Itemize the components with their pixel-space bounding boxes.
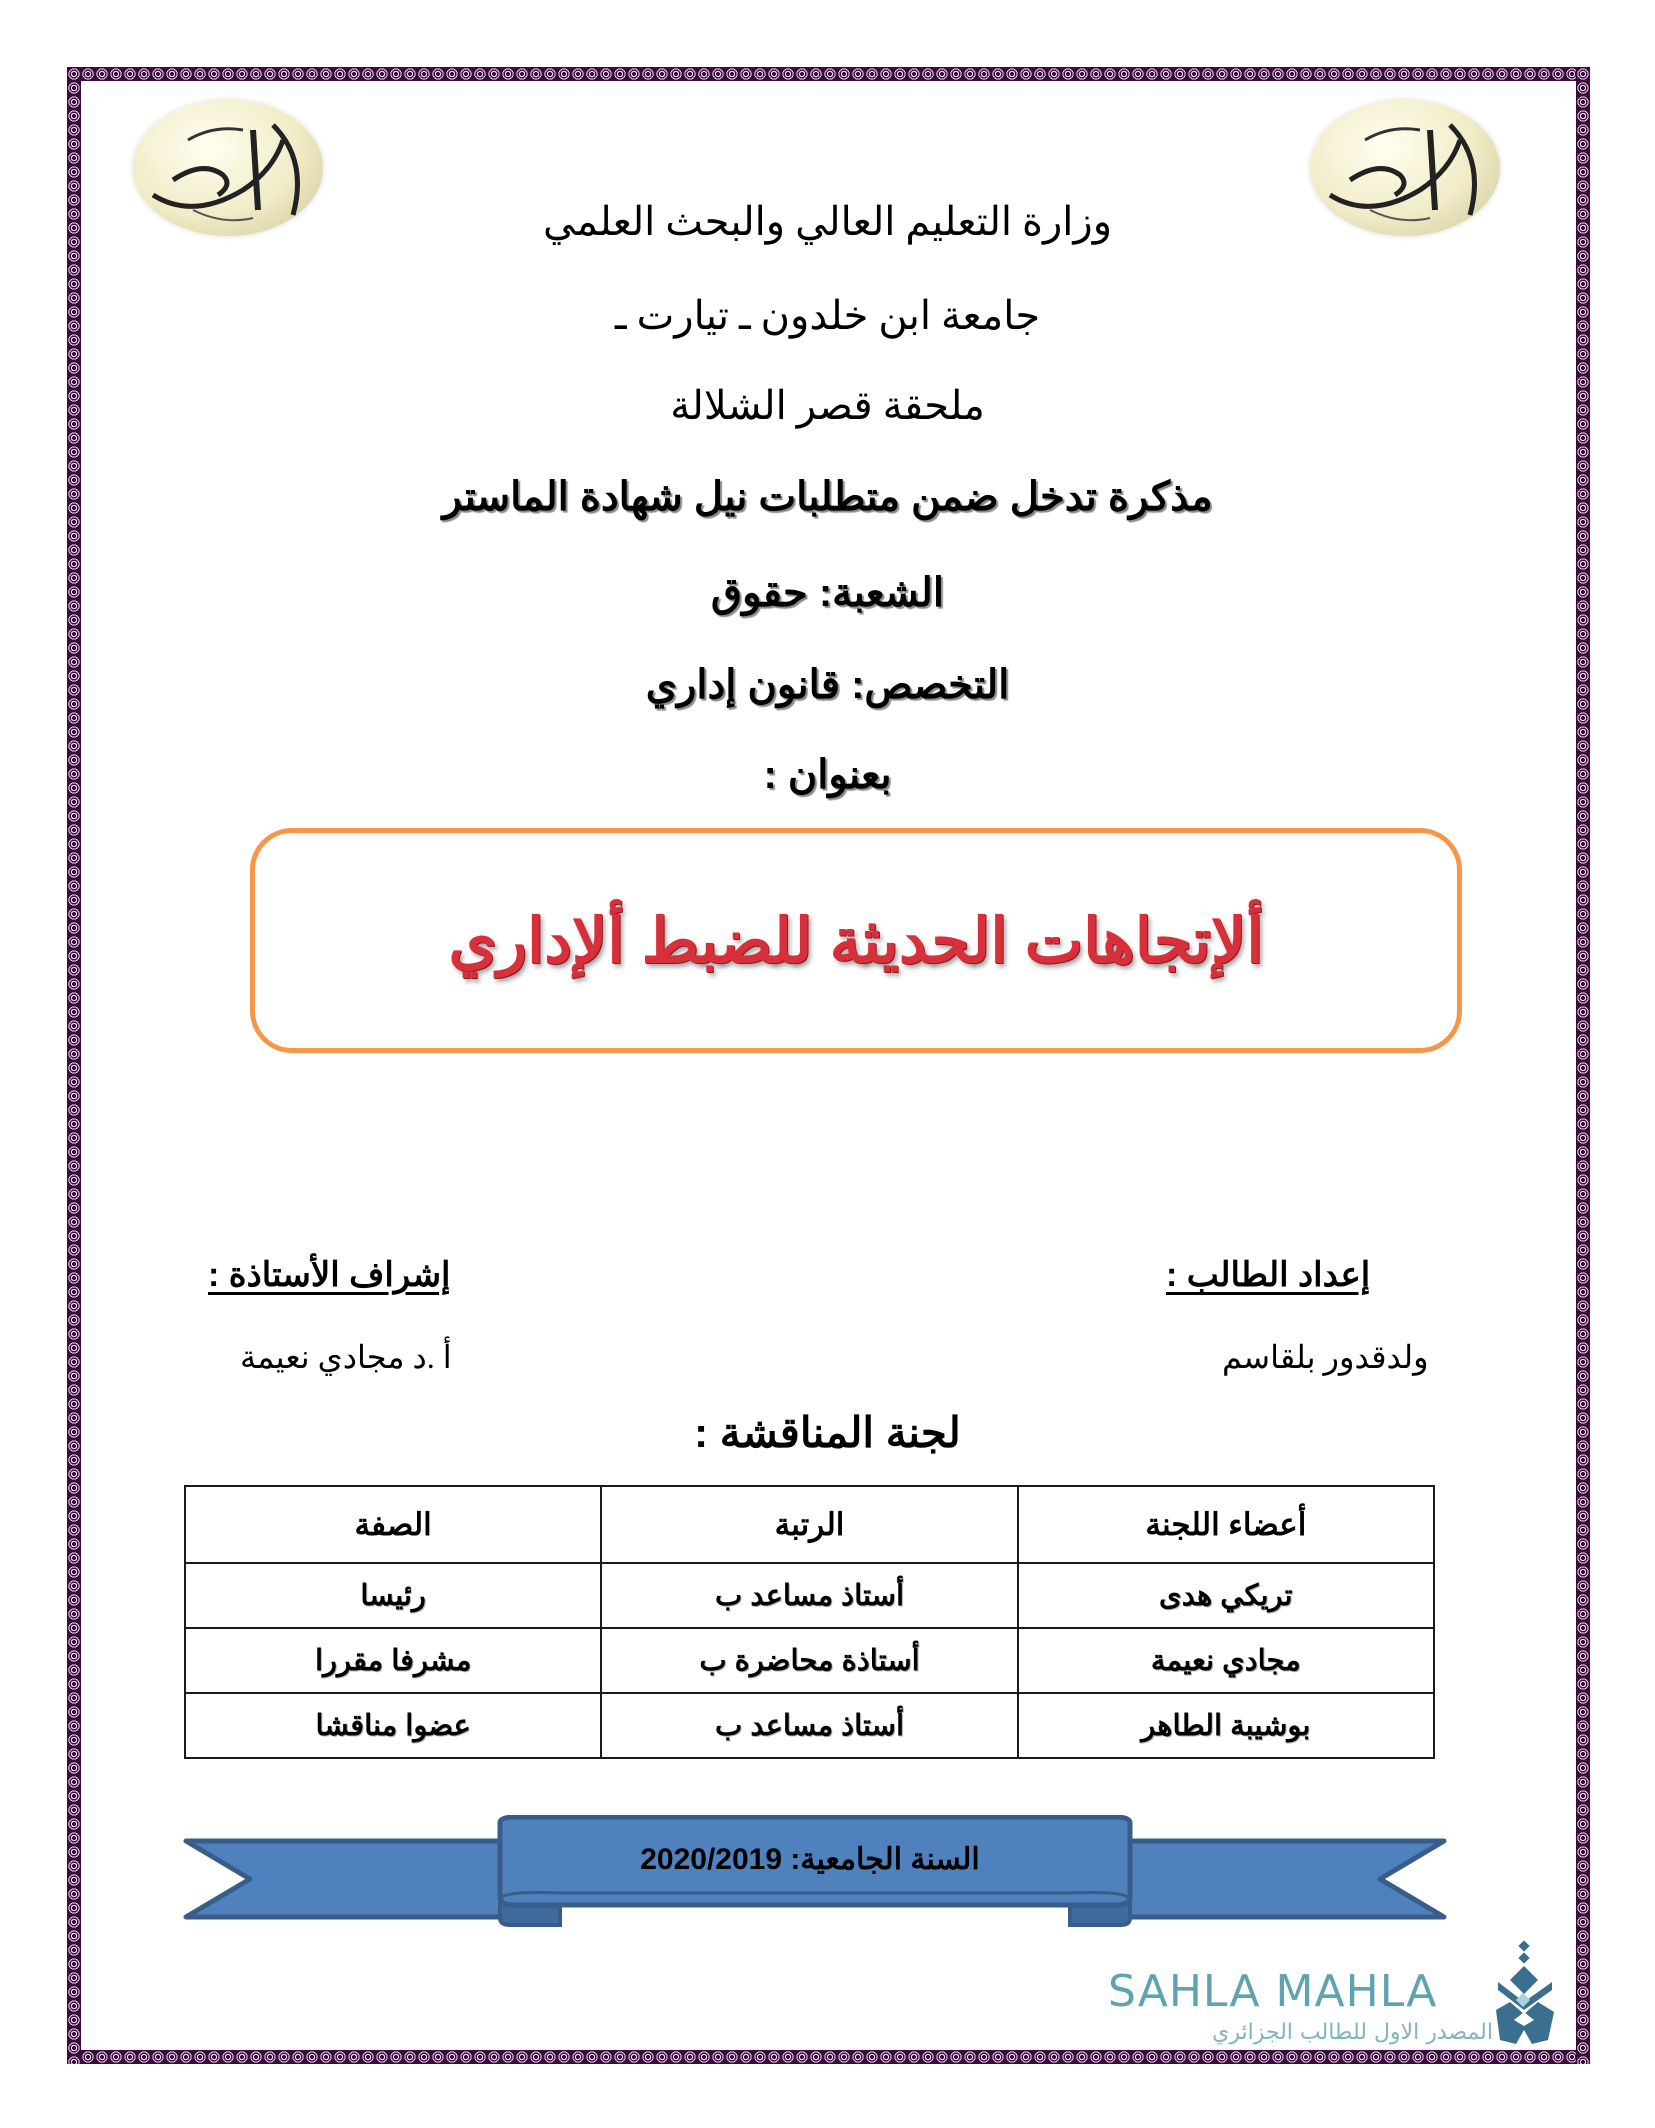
student-heading: إعداد الطالب : <box>1166 1256 1371 1294</box>
page-border-right <box>1576 67 1590 2064</box>
member-role: مشرفا مقررا <box>185 1628 601 1693</box>
title-label: بعنوان : <box>763 753 892 797</box>
branch-line: الشعبة: حقوق <box>711 571 944 615</box>
supervisor-heading: إشراف الأستاذة : <box>208 1256 451 1294</box>
academic-year: السنة الجامعية: 2020/2019 <box>640 1843 980 1876</box>
table-row <box>185 1628 1434 1693</box>
column-header-role: الصفة <box>185 1486 601 1563</box>
brand-tagline: المصدر الاول للطالب الجزائري <box>1212 2020 1493 2045</box>
column-header-members: أعضاء اللجنة <box>1018 1486 1434 1563</box>
supervisor-name: أ .د مجادي نعيمة <box>240 1339 452 1375</box>
committee-heading: لجنة المناقشة : <box>694 1409 961 1456</box>
thesis-note: مذكرة تدخل ضمن متطلبات نيل شهادة الماستر <box>442 475 1213 519</box>
page-border-bottom <box>67 2050 1590 2064</box>
brand-logo-icon <box>1490 1940 1560 2048</box>
column-header-rank: الرتبة <box>601 1486 1017 1563</box>
committee-table <box>184 1485 1435 1759</box>
member-role: عضوا مناقشا <box>185 1693 601 1758</box>
member-name: تريكي هدى <box>1018 1563 1434 1628</box>
ministry-name: وزارة التعليم العالي والبحث العلمي <box>542 199 1113 244</box>
thesis-title-box <box>250 828 1462 1053</box>
member-rank: أستاذة محاضرة ب <box>601 1628 1017 1693</box>
thesis-title: ألإتجاهات الحديثة للضبط ألإداري <box>448 907 1264 976</box>
university-name: جامعة ابن خلدون ـ تيارت ـ <box>614 293 1041 338</box>
table-row <box>185 1563 1434 1628</box>
specialty-line: التخصص: قانون إداري <box>645 663 1010 707</box>
student-name: ولدقدور بلقاسم <box>1222 1339 1429 1375</box>
page-border-left <box>67 67 81 2064</box>
table-header-row <box>185 1486 1434 1563</box>
table-row <box>185 1693 1434 1758</box>
member-name: مجادي نعيمة <box>1018 1628 1434 1693</box>
member-rank: أستاذ مساعد ب <box>601 1563 1017 1628</box>
annex-name: ملحقة قصر الشلالة <box>670 383 985 428</box>
brand-watermark <box>1108 1940 1568 2050</box>
brand-name: SAHLA MAHLA <box>1108 1966 1438 2017</box>
page-border-top <box>67 67 1590 81</box>
member-rank: أستاذ مساعد ب <box>601 1693 1017 1758</box>
member-role: رئيسا <box>185 1563 601 1628</box>
member-name: بوشيبة الطاهر <box>1018 1693 1434 1758</box>
